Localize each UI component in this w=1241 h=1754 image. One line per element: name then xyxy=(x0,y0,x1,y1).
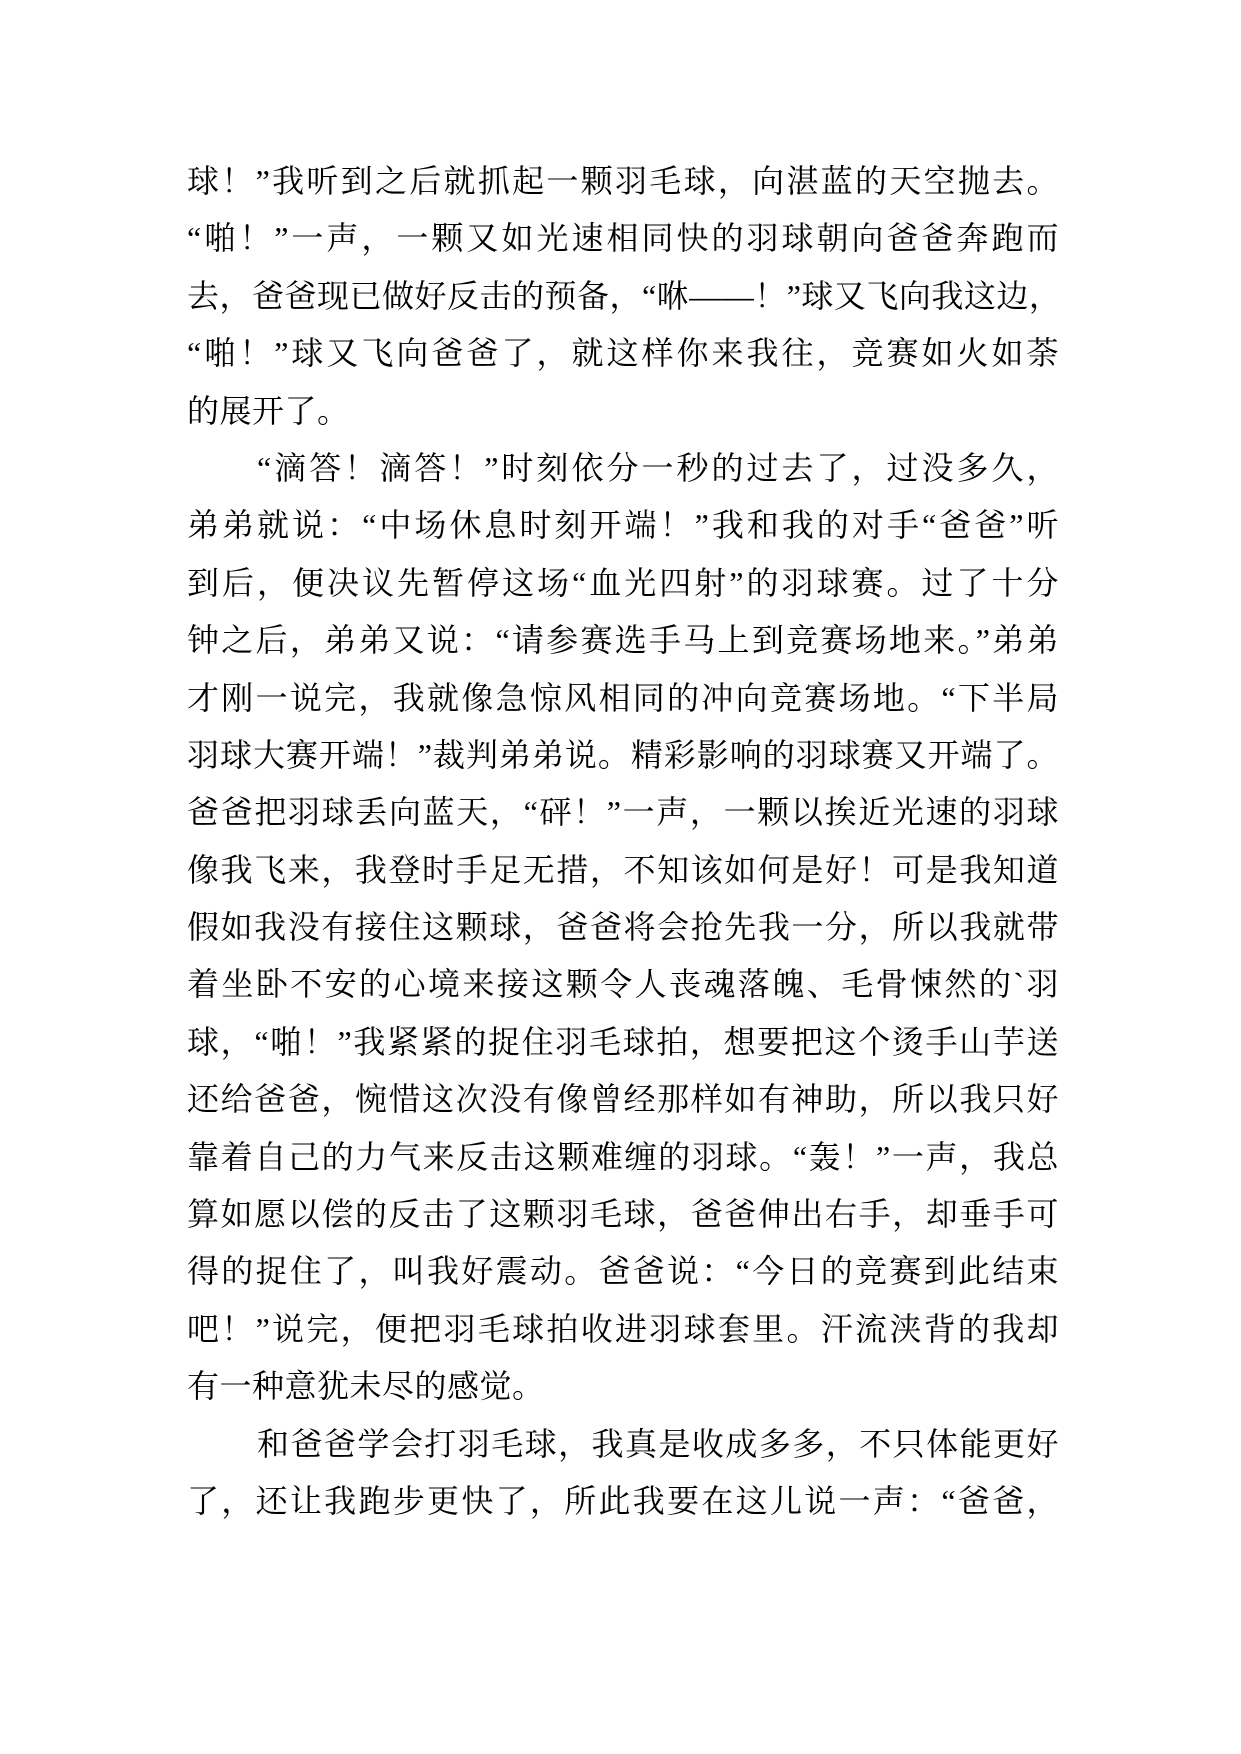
text-line: 球，“啪！”我紧紧的捉住羽毛球拍，想要把这个烫手山芋送 xyxy=(187,1023,1059,1060)
text-line: 有一种意犹未尽的感觉。 xyxy=(187,1368,545,1405)
text-line: 的展开了。 xyxy=(187,392,350,429)
text-line: 去，爸爸现已做好反击的预备，“咻——！”球又飞向我这边， xyxy=(187,277,1062,314)
text-line: 算如愿以偿的反击了这颗羽毛球，爸爸伸出右手，却垂手可 xyxy=(187,1196,1059,1233)
text-line: 羽球大赛开端！”裁判弟弟说。精彩影响的羽球赛又开端了。 xyxy=(187,736,1059,773)
text-line: 假如我没有接住这颗球，爸爸将会抢先我一分，所以我就带 xyxy=(187,909,1059,946)
text-line: 了，还让我跑步更快了，所此我要在这儿说一声：“爸爸， xyxy=(187,1482,1059,1519)
text-line: “啪！”球又飞向爸爸了，就这样你来我往，竞赛如火如荼 xyxy=(187,335,1059,372)
text-line: 爸爸把羽球丢向蓝天，“砰！”一声，一颗以挨近光速的羽球 xyxy=(187,794,1059,831)
text-line: 靠着自己的力气来反击这颗难缠的羽球。“轰！”一声，我总 xyxy=(187,1138,1059,1175)
text-line: 到后，便决议先暂停这场“血光四射”的羽球赛。过了十分 xyxy=(187,564,1059,601)
text-line: 才刚一说完，我就像急惊风相同的冲向竞赛场地。“下半局 xyxy=(187,679,1059,716)
text-line: “啪！”一声，一颗又如光速相同快的羽球朝向爸爸奔跑而 xyxy=(187,220,1059,257)
essay-body xyxy=(187,153,1062,1530)
text-line: 吧！”说完，便把羽毛球拍收进羽球套里。汗流浃背的我却 xyxy=(187,1310,1059,1347)
text-line: 着坐卧不安的心境来接这颗令人丧魂落魄、毛骨悚然的`羽 xyxy=(187,966,1059,1003)
text-line: 得的捉住了，叫我好震动。爸爸说：“今日的竞赛到此结束 xyxy=(187,1253,1059,1290)
text-line: 弟弟就说：“中场休息时刻开端！”我和我的对手“爸爸”听 xyxy=(187,507,1059,544)
text-line: 钟之后，弟弟又说：“请参赛选手马上到竞赛场地来。”弟弟 xyxy=(187,622,1059,659)
text-line: 像我飞来，我登时手足无措，不知该如何是好！可是我知道 xyxy=(187,851,1059,888)
text-line: 还给爸爸，惋惜这次没有像曾经那样如有神助，所以我只好 xyxy=(187,1081,1059,1118)
text-line: “滴答！滴答！”时刻依分一秒的过去了，过没多久， xyxy=(257,449,1059,486)
text-line: 球！”我听到之后就抓起一颗羽毛球，向湛蓝的天空抛去。 xyxy=(187,163,1059,199)
text-line: 和爸爸学会打羽毛球，我真是收成多多，不只体能更好 xyxy=(257,1425,1059,1462)
